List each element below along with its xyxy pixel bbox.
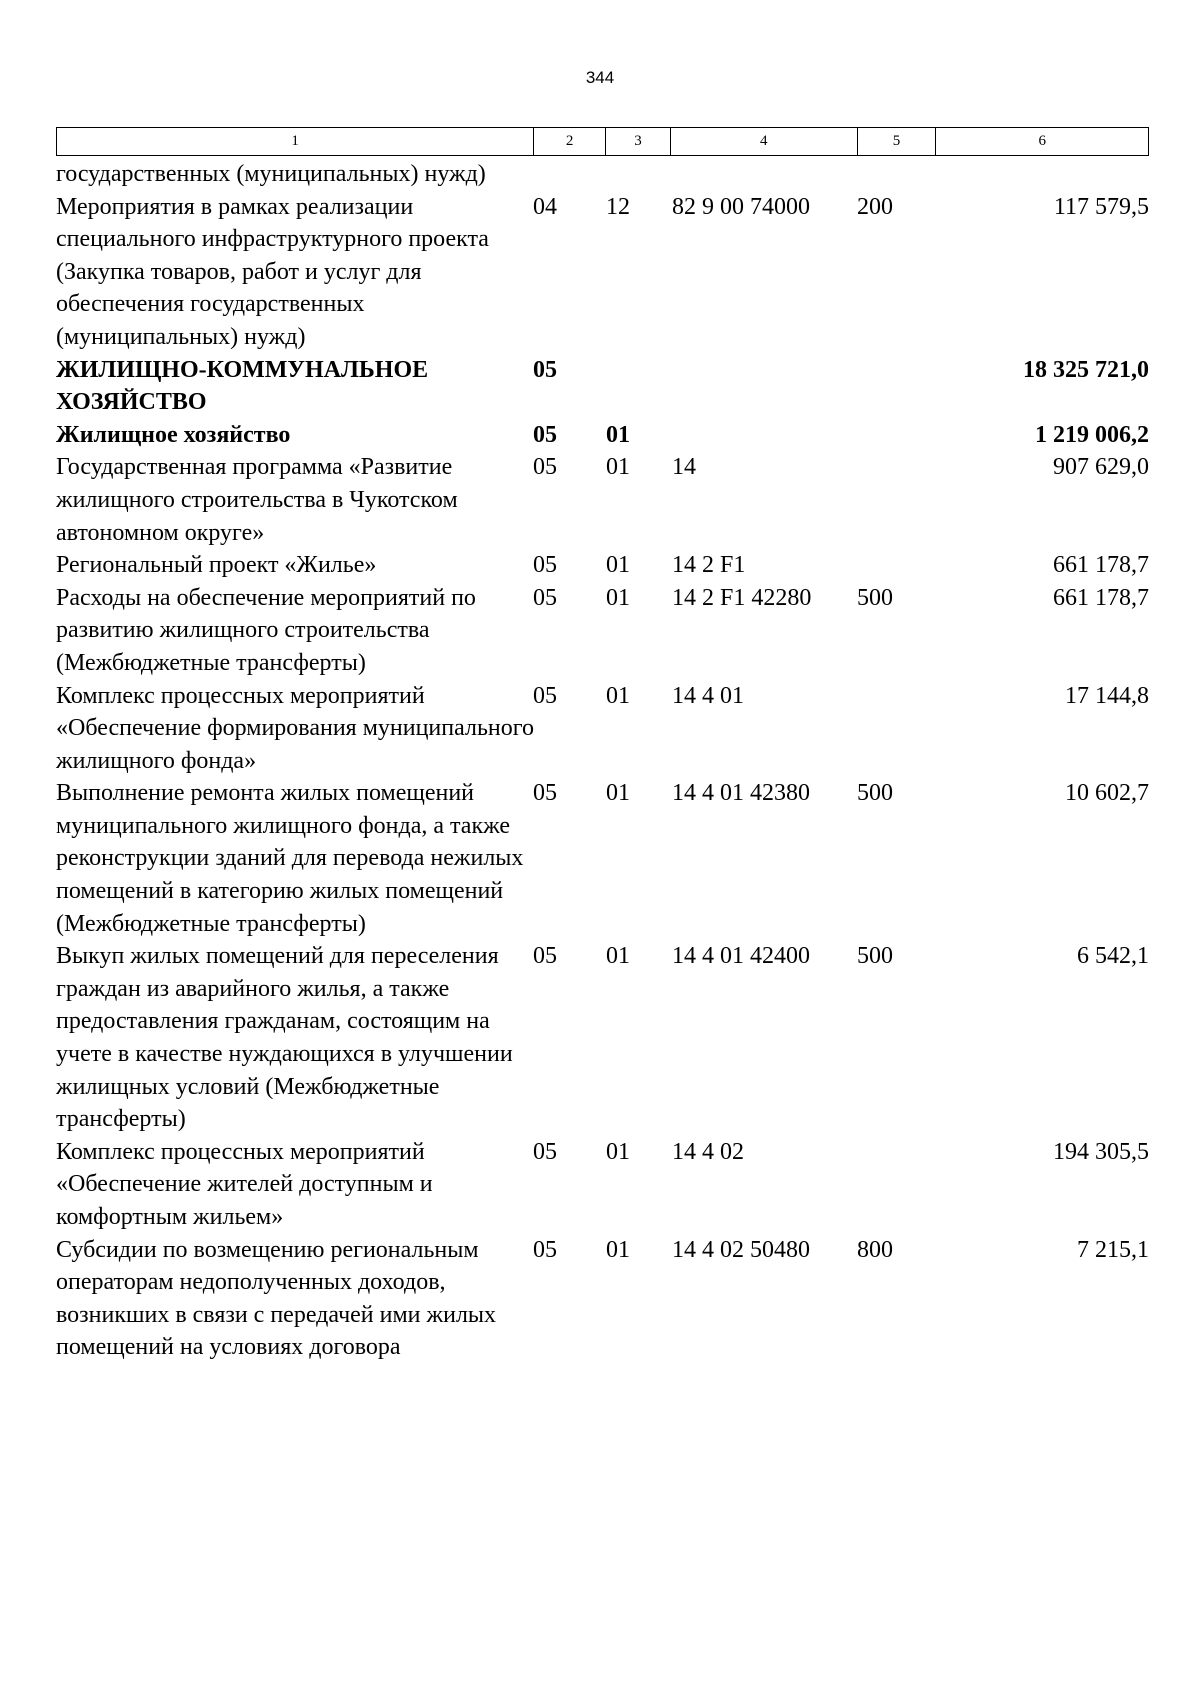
row-section: 05: [533, 1236, 557, 1263]
row-section: 04: [533, 193, 557, 220]
column-header-4: 4: [671, 128, 858, 155]
row-amount: 661 178,7: [1053, 584, 1149, 611]
table-row: [0, 940, 1200, 1136]
table-row: [0, 451, 1200, 549]
column-header-3: 3: [606, 128, 671, 155]
row-name: Региональный проект «Жилье»: [56, 552, 377, 579]
row-section: 05: [533, 1138, 557, 1165]
row-target: 14 2 F1: [672, 552, 746, 579]
row-subsection: 01: [606, 421, 630, 448]
row-name: Государственная программа «Развитие жилищного строительства в Чукотском автономном округе»: [56, 454, 458, 546]
row-name: ЖИЛИЩНО-КОММУНАЛЬНОЕ ХОЗЯЙСТВО: [56, 356, 429, 416]
row-name: государственных (муниципальных) нужд): [56, 161, 486, 187]
row-name: Жилищное хозяйство: [56, 421, 291, 448]
row-section: 05: [533, 356, 557, 383]
row-amount: 194 305,5: [1053, 1138, 1149, 1165]
budget-table-body: [0, 158, 1200, 1364]
row-name: Комплекс процессных мероприятий «Обеспечение формирования муниципального жилищного фонда»: [56, 682, 534, 774]
row-target: 14 4 02: [672, 1138, 744, 1165]
table-row: [0, 158, 1200, 191]
row-amount: 17 144,8: [1065, 682, 1149, 709]
row-amount: 6 542,1: [1077, 943, 1149, 970]
table-row: [0, 777, 1200, 940]
row-section: 05: [533, 552, 557, 579]
row-subsection: 12: [606, 193, 630, 220]
column-header-5: 5: [858, 128, 937, 155]
table-row: [0, 582, 1200, 680]
row-subsection: 01: [606, 682, 630, 709]
row-subsection: 01: [606, 1236, 630, 1263]
row-subsection: 01: [606, 552, 630, 579]
row-subsection: 01: [606, 943, 630, 970]
table-header: [56, 127, 1149, 156]
column-header-2: 2: [534, 128, 606, 155]
row-section: 05: [533, 584, 557, 611]
row-section: 05: [533, 682, 557, 709]
table-row: [0, 1136, 1200, 1234]
row-target: 14 4 01 42400: [672, 943, 810, 970]
table-row: [0, 549, 1200, 582]
row-amount: 18 325 721,0: [1023, 356, 1149, 383]
row-amount: 1 219 006,2: [1035, 421, 1149, 448]
row-name: Выполнение ремонта жилых помещений муниципального жилищного фонда, а также реконструкции зданий для перевода нежилых помещений в категорию жилых помещений (Межбюджетные трансферты): [56, 780, 524, 937]
row-type: 500: [857, 780, 893, 807]
row-amount: 907 629,0: [1053, 454, 1149, 481]
table-row: [0, 1234, 1200, 1364]
row-subsection: 01: [606, 584, 630, 611]
row-type: 500: [857, 584, 893, 611]
row-subsection: 01: [606, 1138, 630, 1165]
table-row: [0, 680, 1200, 778]
row-name: Субсидии по возмещению региональным операторам недополученных доходов, возникших в связи с передачей ими жилых помещений на условиях договора: [56, 1236, 497, 1361]
row-section: 05: [533, 454, 557, 481]
row-amount: 10 602,7: [1065, 780, 1149, 807]
row-type: 200: [857, 193, 893, 220]
row-name: Расходы на обеспечение мероприятий по развитию жилищного строительства (Межбюджетные трансферты): [56, 584, 476, 676]
row-type: 800: [857, 1236, 893, 1263]
row-name: Мероприятия в рамках реализации специального инфраструктурного проекта (Закупка товаров, работ и услуг для обеспечения государственных (муниципальных) нужд): [56, 193, 489, 350]
row-target: 14 4 02 50480: [672, 1236, 810, 1263]
table-row: [0, 191, 1200, 354]
row-amount: 7 215,1: [1077, 1236, 1149, 1263]
column-header-6: 6: [1038, 133, 1046, 149]
column-header-1: 1: [57, 128, 534, 155]
row-target: 82 9 00 74000: [672, 193, 810, 220]
row-name: Комплекс процессных мероприятий «Обеспечение жителей доступным и комфортным жильем»: [56, 1138, 433, 1230]
page-number: 344: [585, 68, 615, 87]
row-section: 05: [533, 421, 557, 448]
row-subsection: 01: [606, 454, 630, 481]
row-target: 14 4 01: [672, 682, 744, 709]
row-amount: 661 178,7: [1053, 552, 1149, 579]
row-name: Выкуп жилых помещений для переселения граждан из аварийного жилья, а также предоставления гражданам, состоящим на учете в качестве нуждающихся в улучшении жилищных условий (Межбюджетные трансферты): [56, 943, 513, 1133]
row-section: 05: [533, 780, 557, 807]
table-row: [0, 419, 1200, 452]
row-subsection: 01: [606, 780, 630, 807]
row-section: 05: [533, 943, 557, 970]
row-amount: 117 579,5: [1053, 193, 1149, 220]
row-target: 14: [672, 454, 696, 481]
table-row: [0, 354, 1200, 419]
row-target: 14 2 F1 42280: [672, 584, 812, 611]
row-target: 14 4 01 42380: [672, 780, 810, 807]
row-type: 500: [857, 943, 893, 970]
